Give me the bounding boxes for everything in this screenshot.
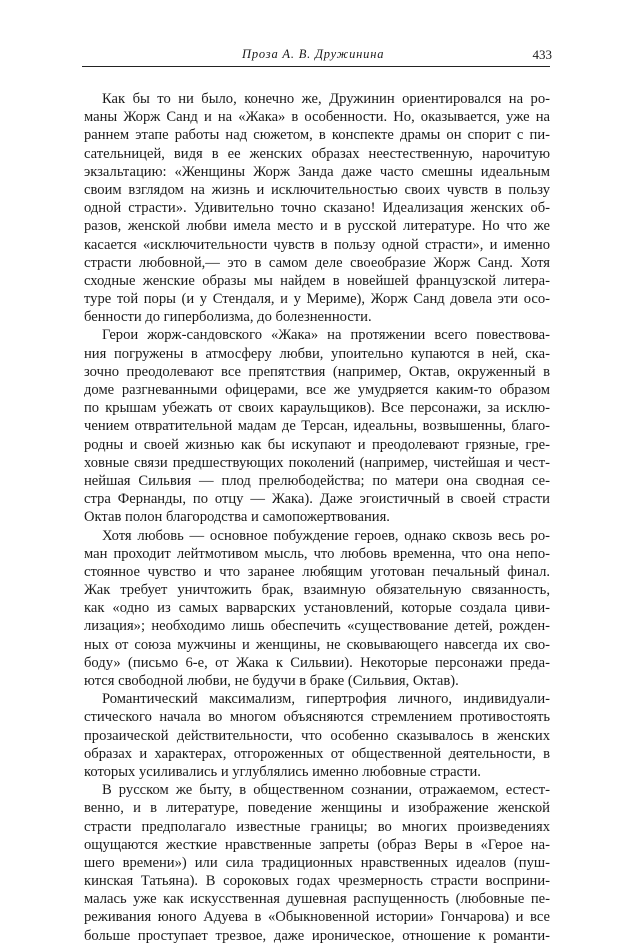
- text-line: венно, и в литературе, поведение женщины и изображение женской: [84, 800, 550, 817]
- text-line: прозаической действительности, что особенно сказывалось в женских: [84, 727, 550, 744]
- text-line: шего времени») или сила традиционных нравственных идеалов (пуш-: [84, 854, 550, 871]
- text-line: доме разгневанными офицерами, все же умудряется каким-то образом: [84, 382, 550, 398]
- page-header: [82, 44, 550, 67]
- text-line: страсти любовной,— это в самом деле своеобразие Жорж Санд. Хотя: [84, 254, 550, 271]
- text-line: малась уже как искусственная душевная распущенность (любовные пе-: [84, 891, 550, 908]
- text-line: лизация»; необходимо лишь обеспечить «существование детей, рожден-: [84, 618, 550, 635]
- text-line: ных от союза мужчины и женщины, не сковывающего навсегда их сво-: [84, 636, 550, 653]
- book-page: [82, 44, 552, 944]
- text-line: своим взглядом на жизнь и исключительностью своих чувств в пользу: [84, 181, 550, 198]
- text-line: ман проходит лейтмотивом мысль, что любовь временна, что она непо-: [84, 545, 550, 562]
- text-line: нейшая Сильвия — плод прелюбодейства; по матери она сводная се-: [84, 472, 550, 489]
- text-line: образах и характерах, отгороженных от общественной деятельности, в: [84, 745, 550, 762]
- body-text: [84, 90, 550, 945]
- text-line: реживания юного Адуева в «Обыкновенной истории» Гончарова) и все: [84, 909, 550, 926]
- text-line: боду» (письмо 6-е, от Жака к Сильвии). Некоторые персонажи преда-: [84, 654, 550, 671]
- text-line: ются свободной любви, не будучи в браке (Сильвия, Октав).: [84, 673, 459, 689]
- text-line: туре той поры (и у Стендаля, и у Мериме), Жорж Санд довела эти осо-: [84, 291, 550, 308]
- text-line: касается «исключительности чувств в пользу одной страсти», и именно: [84, 236, 550, 253]
- text-line: ния погружены в атмосферу любви, упоительно купаются в ней, ска-: [84, 345, 550, 362]
- text-line: разов, женской любви имела место и в русской литературе. Но что же: [84, 218, 550, 235]
- text-line: сательницей, видя в ее женских образах неестественную, нарочитую: [84, 145, 550, 162]
- text-line: чением отвратительной мадам де Терсан, идеальны, возвышенны, благо-: [84, 418, 550, 435]
- text-line: сходные женские образы мы найдем в новейшей французской литера-: [84, 272, 550, 289]
- text-line: В русском же быту, в общественном сознании, отражаемом, естест-: [102, 782, 550, 799]
- text-line: Октав полон благородства и самопожертвования.: [84, 509, 390, 526]
- text-line: экзальтацию: «Женщины Жорж Занда даже часто смешны идеальным: [84, 163, 550, 180]
- text-line: одной страсти». Удивительно точно сказано! Идеализация женских об-: [84, 200, 550, 217]
- page-number: 433: [532, 47, 552, 62]
- text-line: стического начала во многом объясняются стремлением противостоять: [84, 709, 550, 726]
- text-line: бенности до гиперболизма, до болезненности.: [84, 309, 372, 326]
- text-line: Хотя любовь — основное побуждение героев, однако сквозь весь ро-: [102, 527, 550, 544]
- text-line: Герои жорж-сандовского «Жака» на протяжении всего повествова-: [102, 327, 550, 344]
- text-line: родны и своей жизнью как бы искупают и преодолевают грязные, гре-: [84, 436, 550, 453]
- text-line: кинская Татьяна). В сороковых годах чрезмерность страсти восприни-: [84, 873, 550, 890]
- text-line: как «одно из самых варварских установлений, которые создала циви-: [84, 600, 550, 617]
- text-line: по крышам убежать от своих караульщиков). Все персонажи, за исклю-: [84, 400, 550, 417]
- text-line: больше проступает трезвое, даже ироническое, отношение к романти-: [84, 927, 550, 944]
- text-line: зочно преодолевают все препятствия (например, Октав, окруженный в: [84, 363, 550, 380]
- text-line: Романтический максимализм, гипертрофия личного, индивидуали-: [102, 691, 550, 708]
- text-line: ощущаются жесткие нравственные запреты (образ Веры в «Герое на-: [84, 836, 550, 853]
- text-line: стоянное чувство и что заранее любящим уготован печальный финал.: [84, 563, 550, 580]
- text-line: Как бы то ни было, конечно же, Дружинин ориентировался на ро-: [102, 91, 550, 107]
- text-line: страсти предполагало известные границы; во многих произведениях: [84, 818, 550, 835]
- text-line: которых усиливались и углублялись именно любовные страсти.: [84, 763, 481, 780]
- running-title: Проза А. В. Дружинина: [242, 47, 385, 61]
- text-line: маны Жорж Санд и на «Жака» в особенности. Но, оказывается, уже на: [84, 109, 550, 126]
- text-line: Жак требует уничтожить брак, взаимную обязательную связанность,: [84, 582, 550, 599]
- text-line: раннем этапе работы над сюжетом, в конспекте драмы он спорит с пи-: [84, 127, 550, 144]
- text-line: стра Фернанды, по отцу — Жака). Даже эгоистичный в своей страсти: [84, 491, 550, 508]
- text-line: ховные связи предшествующих поколений (например, чистейшая и чест-: [84, 454, 550, 471]
